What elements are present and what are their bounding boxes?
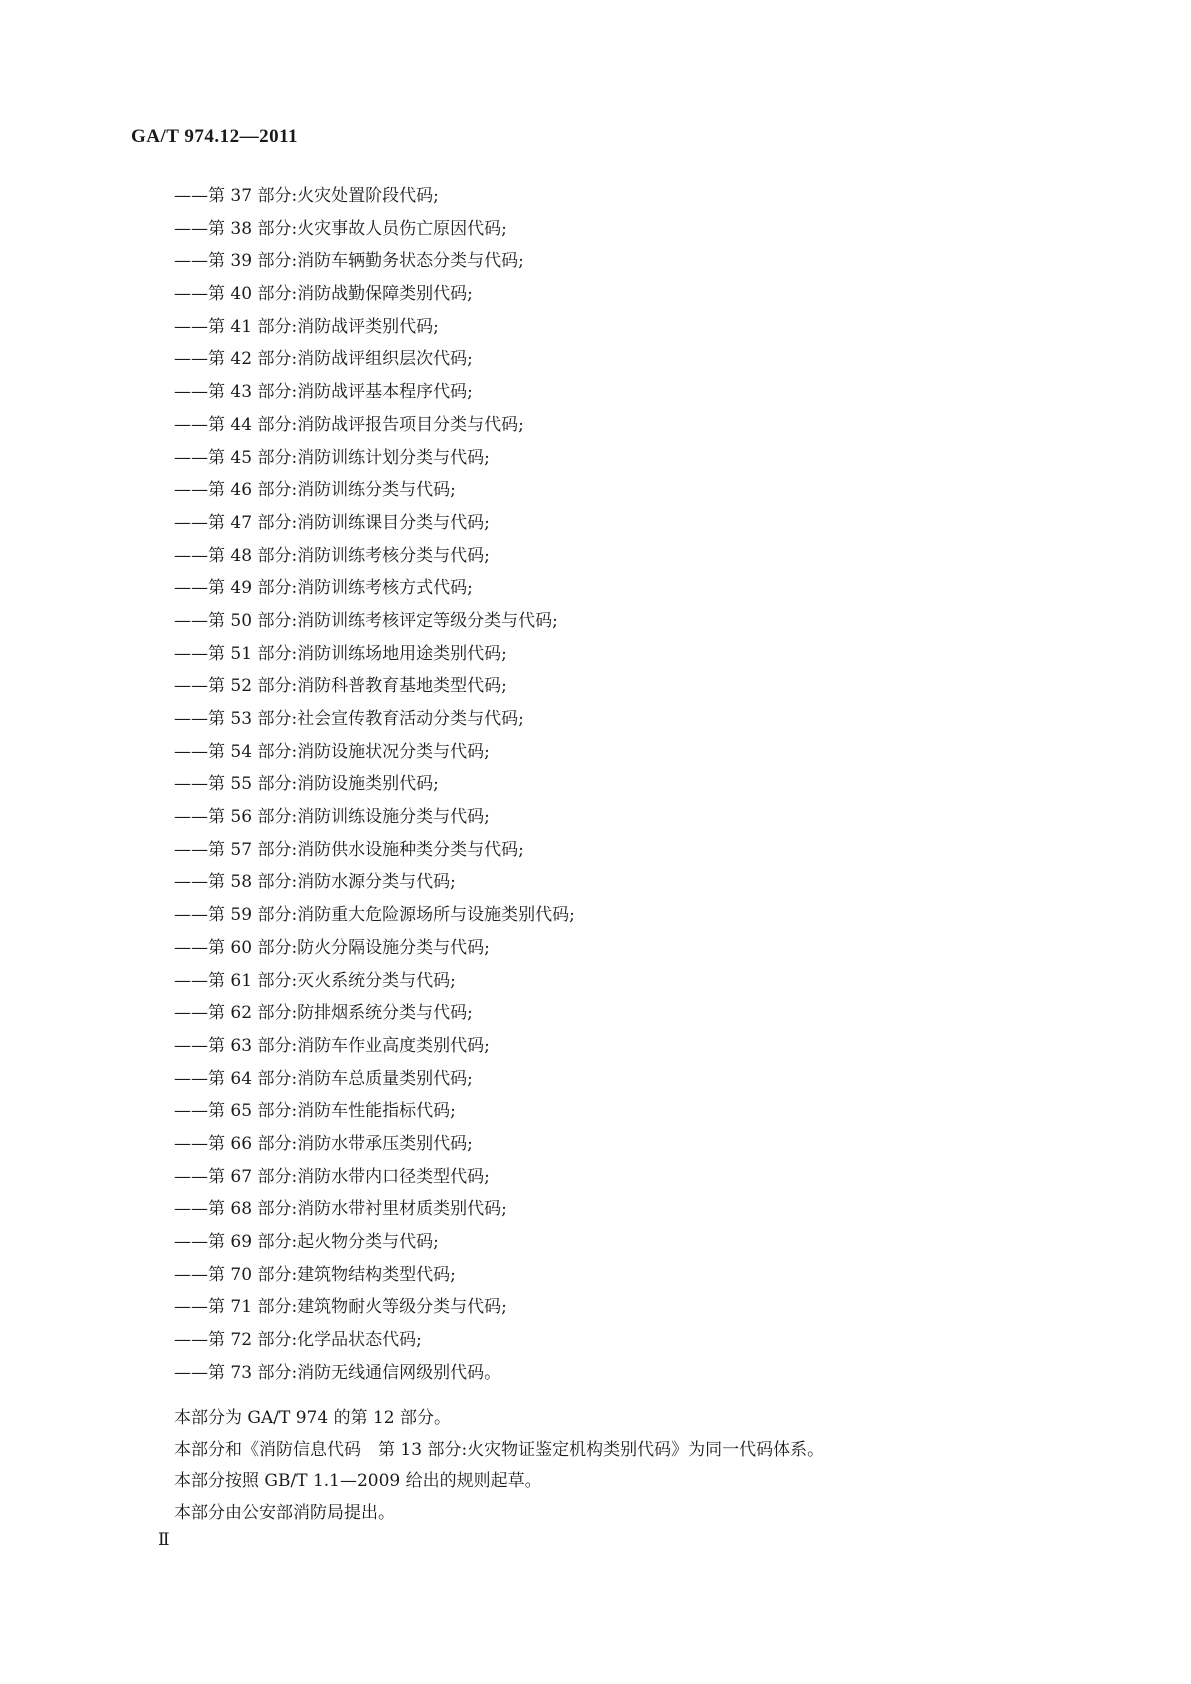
list-item: ——第 65 部分:消防车性能指标代码; xyxy=(174,1101,456,1122)
body-paragraphs xyxy=(174,1403,824,1529)
list-item: ——第 37 部分:火灾处置阶段代码; xyxy=(174,186,439,206)
list-item: ——第 71 部分:建筑物耐火等级分类与代码; xyxy=(174,1297,507,1318)
list-item: ——第 48 部分:消防训练考核分类与代码; xyxy=(174,545,490,566)
list-item: ——第 72 部分:化学品状态代码; xyxy=(174,1330,422,1351)
list-item: ——第 61 部分:灭火系统分类与代码; xyxy=(174,970,456,991)
standard-code-header: GA/T 974.12—2011 xyxy=(131,126,299,147)
paragraph: 本部分和《消防信息代码 第 13 部分:火灾物证鉴定机构类别代码》为同一代码体系。 xyxy=(174,1439,825,1460)
list-item: ——第 46 部分:消防训练分类与代码; xyxy=(174,480,456,501)
list-item: ——第 52 部分:消防科普教育基地类型代码; xyxy=(174,676,507,697)
list-item: ——第 54 部分:消防设施状况分类与代码; xyxy=(174,741,490,762)
list-item: ——第 51 部分:消防训练场地用途类别代码; xyxy=(174,643,507,664)
list-item: ——第 57 部分:消防供水设施种类分类与代码; xyxy=(174,839,524,860)
list-item: ——第 58 部分:消防水源分类与代码; xyxy=(174,872,456,893)
list-item: ——第 44 部分:消防战评报告项目分类与代码; xyxy=(174,414,524,435)
list-item: ——第 49 部分:消防训练考核方式代码; xyxy=(174,578,473,599)
list-item: ——第 47 部分:消防训练课目分类与代码; xyxy=(174,512,490,533)
parts-list xyxy=(174,180,575,1389)
list-item: ——第 66 部分:消防水带承压类别代码; xyxy=(174,1133,473,1154)
list-item: ——第 42 部分:消防战评组织层次代码; xyxy=(174,349,473,370)
list-item: ——第 70 部分:建筑物结构类型代码; xyxy=(174,1264,456,1285)
list-item: ——第 41 部分:消防战评类别代码; xyxy=(174,316,439,337)
list-item: ——第 67 部分:消防水带内口径类型代码; xyxy=(174,1166,490,1187)
list-item: ——第 60 部分:防火分隔设施分类与代码; xyxy=(174,937,490,958)
list-item: ——第 50 部分:消防训练考核评定等级分类与代码; xyxy=(174,610,558,631)
page-number: Ⅱ xyxy=(158,1530,170,1549)
list-item: ——第 68 部分:消防水带衬里材质类别代码; xyxy=(174,1199,507,1220)
list-item: ——第 59 部分:消防重大危险源场所与设施类别代码; xyxy=(174,905,575,926)
list-item: ——第 63 部分:消防车作业高度类别代码; xyxy=(174,1035,490,1056)
list-item: ——第 38 部分:火灾事故人员伤亡原因代码; xyxy=(174,218,507,239)
list-item: ——第 45 部分:消防训练计划分类与代码; xyxy=(174,447,490,468)
list-item: ——第 62 部分:防排烟系统分类与代码; xyxy=(174,1003,473,1024)
list-item: ——第 39 部分:消防车辆勤务状态分类与代码; xyxy=(174,251,524,272)
list-item: ——第 64 部分:消防车总质量类别代码; xyxy=(174,1068,473,1089)
paragraph: 本部分为 GA/T 974 的第 12 部分。 xyxy=(174,1408,452,1428)
paragraph: 本部分按照 GB/T 1.1—2009 给出的规则起草。 xyxy=(174,1471,542,1491)
list-item: ——第 55 部分:消防设施类别代码; xyxy=(174,774,439,795)
list-item: ——第 40 部分:消防战勤保障类别代码; xyxy=(174,284,473,305)
paragraph: 本部分由公安部消防局提出。 xyxy=(174,1502,395,1523)
list-item: ——第 69 部分:起火物分类与代码; xyxy=(174,1232,439,1252)
list-item: ——第 56 部分:消防训练设施分类与代码; xyxy=(174,807,490,828)
list-item: ——第 53 部分:社会宣传教育活动分类与代码; xyxy=(174,709,524,729)
list-item: ——第 73 部分:消防无线通信网级别代码。 xyxy=(174,1362,502,1383)
list-item: ——第 43 部分:消防战评基本程序代码; xyxy=(174,382,473,403)
